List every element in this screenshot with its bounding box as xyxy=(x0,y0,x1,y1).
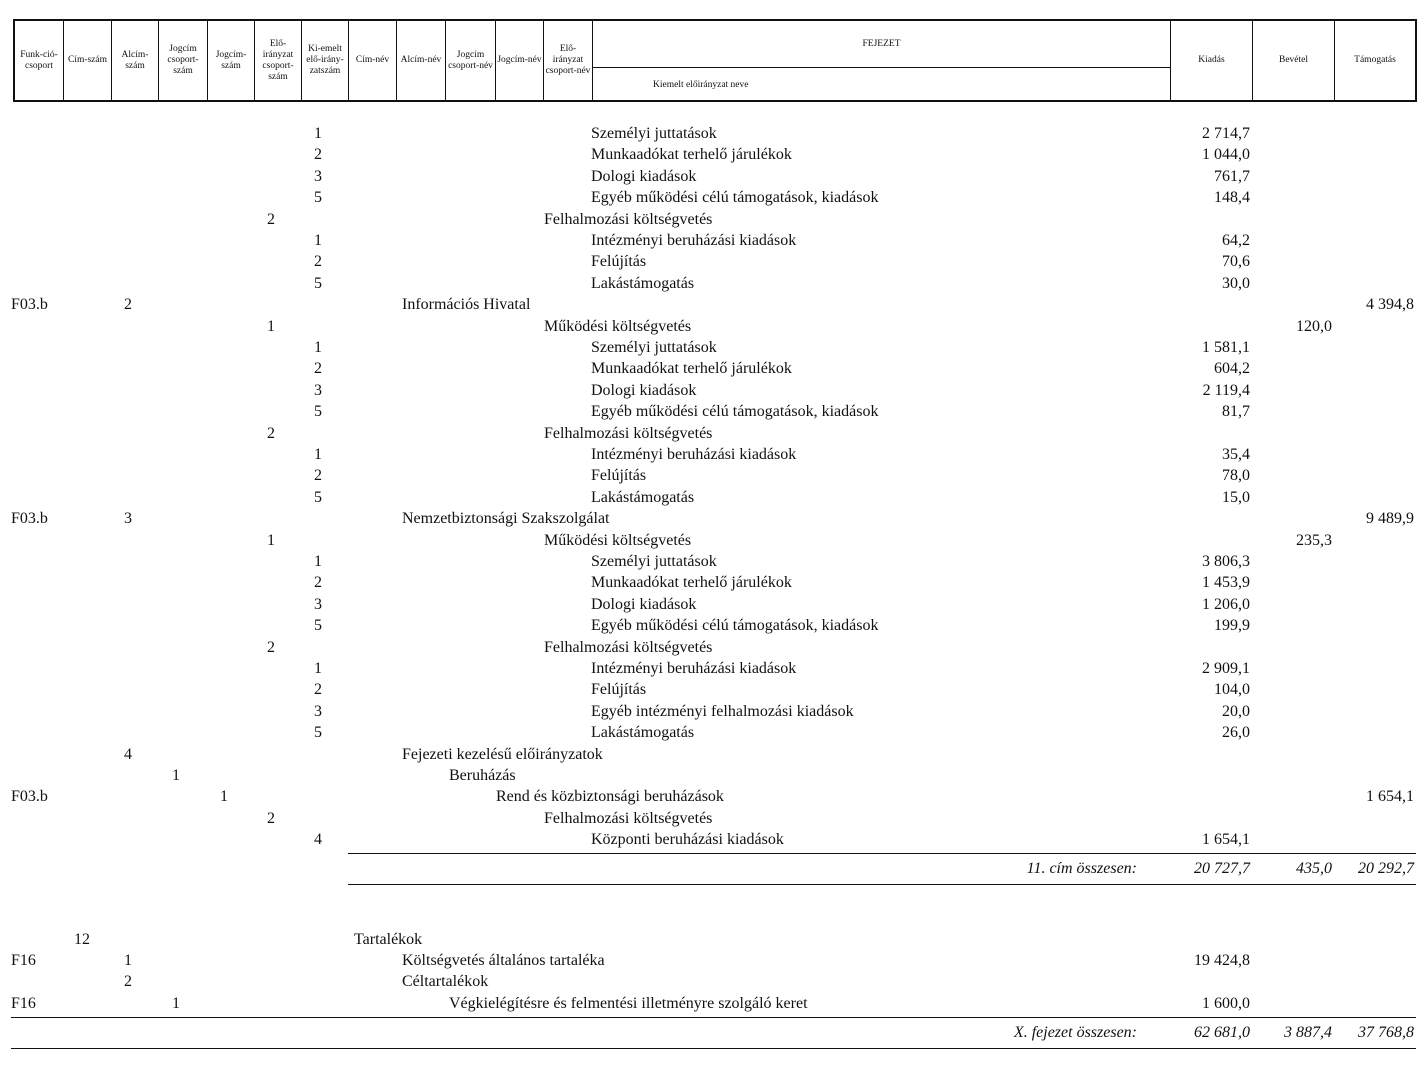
subtotal-bottom-rule xyxy=(348,884,1416,885)
table-row xyxy=(0,144,1418,166)
fejezet-total-label: X. fejezet összesen: xyxy=(1013,1024,1137,1041)
item-name: Fejezeti kezelésű előirányzatok xyxy=(402,745,603,763)
item-name: Felhalmozási költségvetés xyxy=(544,424,713,442)
funk-csoport-cell: F03.b xyxy=(11,296,48,314)
eloiranyzat-csoport-szam-cell: 1 xyxy=(267,531,275,549)
table-row xyxy=(0,380,1418,402)
item-name: Felhalmozási költségvetés xyxy=(544,809,713,827)
header-jogcim-szam: Jogcím-szám xyxy=(208,21,255,100)
kiemelt-eloiranyzat-szam-cell: 5 xyxy=(314,724,322,742)
item-name: Felújítás xyxy=(591,467,647,485)
item-name: Céltartalékok xyxy=(402,973,489,991)
fejezet-total-kiadas: 62 681,0 xyxy=(1194,1024,1250,1041)
kiemelt-eloiranyzat-szam-cell: 3 xyxy=(314,167,322,185)
table-row xyxy=(0,230,1418,252)
kiadas-cell: 1 044,0 xyxy=(1202,146,1250,164)
header-eloiranyzat-csoport-nev: Elő-irányzat csoport-név xyxy=(544,21,593,100)
table-row xyxy=(0,765,1418,787)
funk-csoport-cell: F03.b xyxy=(11,788,48,806)
header-eloiranyzat-csoport-szam: Elő-irányzat csoport-szám xyxy=(255,21,302,100)
kiemelt-eloiranyzat-szam-cell: 1 xyxy=(314,125,322,142)
table-row xyxy=(0,637,1418,659)
table-row xyxy=(0,358,1418,380)
cim-total-bevetel: 435,0 xyxy=(1296,860,1332,877)
header-kiemelt-eloiranyzat-neve: Kiemelt előirányzat neve xyxy=(593,68,1171,102)
cim-total-kiadas: 20 727,7 xyxy=(1194,860,1250,877)
kiadas-cell: 761,7 xyxy=(1214,167,1250,185)
bevetel-cell: 235,3 xyxy=(1296,531,1332,549)
item-name: Tartalékok xyxy=(354,931,423,948)
table-row xyxy=(0,508,1418,530)
table-row xyxy=(0,487,1418,509)
item-name: Intézményi beruházási kiadások xyxy=(591,446,797,463)
item-name: Dologi kiadások xyxy=(591,595,697,613)
funk-csoport-cell: F16 xyxy=(11,994,36,1012)
item-name: Végkielégítésre és felmentési illetményre szolgáló keret xyxy=(449,994,808,1012)
item-name: Rend és közbiztonsági beruházások xyxy=(496,788,724,806)
kiadas-cell: 1 600,0 xyxy=(1202,994,1250,1012)
header-alcim-nev: Alcím-név xyxy=(397,21,446,100)
alcim-szam-cell: 3 xyxy=(124,510,132,528)
kiadas-cell: 1 654,1 xyxy=(1202,831,1250,849)
table-row xyxy=(0,273,1418,295)
table-row xyxy=(0,401,1418,423)
table-row xyxy=(0,123,1418,145)
kiadas-cell: 20,0 xyxy=(1222,702,1250,720)
tamogatas-cell: 1 654,1 xyxy=(1366,788,1414,806)
item-name: Nemzetbiztonsági Szakszolgálat xyxy=(402,510,610,528)
table-row xyxy=(0,615,1418,637)
bevetel-cell: 120,0 xyxy=(1296,317,1332,335)
header-tamogatas: Támogatás xyxy=(1354,55,1396,65)
fejezet-total-row xyxy=(0,1022,1418,1044)
jogcim-csoport-szam-cell: 1 xyxy=(172,994,180,1012)
alcim-szam-cell: 4 xyxy=(124,745,132,763)
table-row xyxy=(0,166,1418,188)
table-row xyxy=(0,209,1418,231)
cim-total-row xyxy=(0,858,1418,880)
item-name: Információs Hivatal xyxy=(402,296,531,314)
kiemelt-eloiranyzat-szam-cell: 5 xyxy=(314,274,322,292)
item-name: Munkaadókat terhelő járulékok xyxy=(591,146,792,164)
table-row xyxy=(0,658,1418,680)
kiemelt-eloiranyzat-szam-cell: 2 xyxy=(314,574,322,592)
item-name: Egyéb intézményi felhalmozási kiadások xyxy=(591,702,854,720)
alcim-szam-cell: 2 xyxy=(124,296,132,314)
kiemelt-eloiranyzat-szam-cell: 5 xyxy=(314,189,322,207)
kiadas-cell: 3 806,3 xyxy=(1202,553,1250,570)
kiadas-cell: 1 581,1 xyxy=(1202,339,1250,356)
item-name: Működési költségvetés xyxy=(544,531,692,549)
kiadas-cell: 1 453,9 xyxy=(1202,574,1250,592)
item-name: Lakástámogatás xyxy=(591,488,695,506)
eloiranyzat-csoport-szam-cell: 2 xyxy=(267,809,275,827)
table-header xyxy=(13,19,1417,102)
item-name: Munkaadókat terhelő járulékok xyxy=(591,574,792,592)
kiadas-cell: 30,0 xyxy=(1222,274,1250,292)
cim-total-label: 11. cím összesen: xyxy=(1026,860,1137,877)
header-kiadas: Kiadás xyxy=(1171,21,1253,100)
kiadas-cell: 604,2 xyxy=(1214,360,1250,378)
table-row xyxy=(0,551,1418,573)
kiemelt-eloiranyzat-szam-cell: 5 xyxy=(314,403,322,421)
eloiranyzat-csoport-szam-cell: 2 xyxy=(267,424,275,442)
header-funk-csoport: Funk-ció-csoport xyxy=(15,21,64,100)
fejezet-total-tamogatas: 37 768,8 xyxy=(1358,1024,1414,1041)
tamogatas-cell: 9 489,9 xyxy=(1366,510,1414,528)
header-cim-szam: Cím-szám xyxy=(64,21,112,100)
kiemelt-eloiranyzat-szam-cell: 3 xyxy=(314,381,322,399)
table-row xyxy=(0,786,1418,808)
kiemelt-eloiranyzat-szam-cell: 2 xyxy=(314,681,322,699)
kiadas-cell: 2 714,7 xyxy=(1202,125,1250,142)
item-name: Felhalmozási költségvetés xyxy=(544,210,713,228)
item-name: Személyi juttatások xyxy=(591,339,717,356)
kiemelt-eloiranyzat-szam-cell: 5 xyxy=(314,617,322,635)
header-kiemelt-eloiranyzat-szam: Ki-emelt elő-irány-zatszám xyxy=(302,21,349,100)
kiemelt-eloiranyzat-szam-cell: 2 xyxy=(314,146,322,164)
item-name: Működési költségvetés xyxy=(544,317,692,335)
jogcim-csoport-szam-cell: 1 xyxy=(172,767,180,784)
table-row xyxy=(0,993,1418,1015)
item-name: Dologi kiadások xyxy=(591,381,697,399)
table-row xyxy=(0,594,1418,616)
item-name: Lakástámogatás xyxy=(591,724,695,742)
alcim-szam-cell: 2 xyxy=(124,973,132,991)
table-row xyxy=(0,294,1418,316)
table-row xyxy=(0,465,1418,487)
eloiranyzat-csoport-szam-cell: 2 xyxy=(267,638,275,656)
table-row xyxy=(0,744,1418,766)
item-name: Személyi juttatások xyxy=(591,125,717,142)
table-row xyxy=(0,950,1418,972)
kiadas-cell: 104,0 xyxy=(1214,681,1250,699)
kiemelt-eloiranyzat-szam-cell: 3 xyxy=(314,595,322,613)
kiadas-cell: 15,0 xyxy=(1222,488,1250,506)
kiadas-cell: 148,4 xyxy=(1214,189,1250,207)
jogcim-szam-cell: 1 xyxy=(220,788,228,806)
funk-csoport-cell: F03.b xyxy=(11,510,48,528)
kiadas-cell: 19 424,8 xyxy=(1194,952,1250,970)
table-row xyxy=(0,971,1418,993)
table-row xyxy=(0,572,1418,594)
header-alcim-szam: Alcím-szám xyxy=(112,21,159,100)
item-name: Felújítás xyxy=(591,681,647,699)
eloiranyzat-csoport-szam-cell: 2 xyxy=(267,210,275,228)
eloiranyzat-csoport-szam-cell: 1 xyxy=(267,317,275,335)
subtotal-top-rule xyxy=(348,853,1416,854)
table-row xyxy=(0,423,1418,445)
kiadas-cell: 35,4 xyxy=(1222,446,1250,463)
table-row xyxy=(0,808,1418,830)
kiadas-cell: 64,2 xyxy=(1222,232,1250,249)
header-bevetel: Bevétel xyxy=(1253,21,1335,100)
table-row xyxy=(0,251,1418,273)
fejezet-total-bevetel: 3 887,4 xyxy=(1284,1024,1332,1041)
kiemelt-eloiranyzat-szam-cell: 1 xyxy=(314,446,322,463)
funk-csoport-cell: F16 xyxy=(11,952,36,970)
table-row xyxy=(0,337,1418,359)
table-row xyxy=(0,701,1418,723)
table-row xyxy=(0,187,1418,209)
kiadas-cell: 81,7 xyxy=(1222,403,1250,421)
tamogatas-cell: 4 394,8 xyxy=(1366,296,1414,314)
kiemelt-eloiranyzat-szam-cell: 4 xyxy=(314,831,322,849)
item-name: Személyi juttatások xyxy=(591,553,717,570)
item-name: Beruházás xyxy=(449,767,516,784)
item-name: Lakástámogatás xyxy=(591,274,695,292)
table-row xyxy=(0,829,1418,851)
kiadas-cell: 26,0 xyxy=(1222,724,1250,742)
table-row xyxy=(0,929,1418,951)
kiadas-cell: 78,0 xyxy=(1222,467,1250,485)
kiemelt-eloiranyzat-szam-cell: 1 xyxy=(314,660,322,677)
total-bottom-rule xyxy=(11,1048,1416,1049)
kiemelt-eloiranyzat-szam-cell: 1 xyxy=(314,553,322,570)
item-name: Intézményi beruházási kiadások xyxy=(591,232,797,249)
item-name: Egyéb működési célú támogatások, kiadások xyxy=(591,403,879,421)
kiemelt-eloiranyzat-szam-cell: 5 xyxy=(314,488,322,506)
table-row xyxy=(0,444,1418,466)
item-name: Egyéb működési célú támogatások, kiadások xyxy=(591,189,879,207)
total-top-rule xyxy=(11,1017,1416,1018)
table-row xyxy=(0,679,1418,701)
kiadas-cell: 199,9 xyxy=(1214,617,1250,635)
header-cim-nev: Cím-név xyxy=(349,21,397,100)
cim-total-tamogatas: 20 292,7 xyxy=(1358,860,1414,877)
header-jogcim-csoport-nev: Jogcím csoport-név xyxy=(446,21,496,100)
kiadas-cell: 2 909,1 xyxy=(1202,660,1250,677)
kiadas-cell: 1 206,0 xyxy=(1202,595,1250,613)
kiemelt-eloiranyzat-szam-cell: 2 xyxy=(314,360,322,378)
item-name: Felhalmozási költségvetés xyxy=(544,638,713,656)
table-row xyxy=(0,530,1418,552)
kiemelt-eloiranyzat-szam-cell: 3 xyxy=(314,702,322,720)
item-name: Intézményi beruházási kiadások xyxy=(591,660,797,677)
item-name: Egyéb működési célú támogatások, kiadások xyxy=(591,617,879,635)
kiadas-cell: 70,6 xyxy=(1222,253,1250,271)
table-row xyxy=(0,316,1418,338)
item-name: Munkaadókat terhelő járulékok xyxy=(591,360,792,378)
item-name: Központi beruházási kiadások xyxy=(591,831,784,849)
kiemelt-eloiranyzat-szam-cell: 2 xyxy=(314,253,322,271)
header-jogcim-csoport-szam: Jogcím csoport-szám xyxy=(159,21,208,100)
kiemelt-eloiranyzat-szam-cell: 2 xyxy=(314,467,322,485)
kiemelt-eloiranyzat-szam-cell: 1 xyxy=(314,339,322,356)
kiadas-cell: 2 119,4 xyxy=(1202,381,1250,399)
item-name: Dologi kiadások xyxy=(591,167,697,185)
item-name: Költségvetés általános tartaléka xyxy=(402,952,605,970)
header-jogcim-nev: Jogcím-név xyxy=(496,21,544,100)
table-row xyxy=(0,722,1418,744)
alcim-szam-cell: 1 xyxy=(124,952,132,970)
cim-szam-cell: 12 xyxy=(74,931,90,948)
item-name: Felújítás xyxy=(591,253,647,271)
header-fejezet: FEJEZET xyxy=(593,21,1171,68)
kiemelt-eloiranyzat-szam-cell: 1 xyxy=(314,232,322,249)
